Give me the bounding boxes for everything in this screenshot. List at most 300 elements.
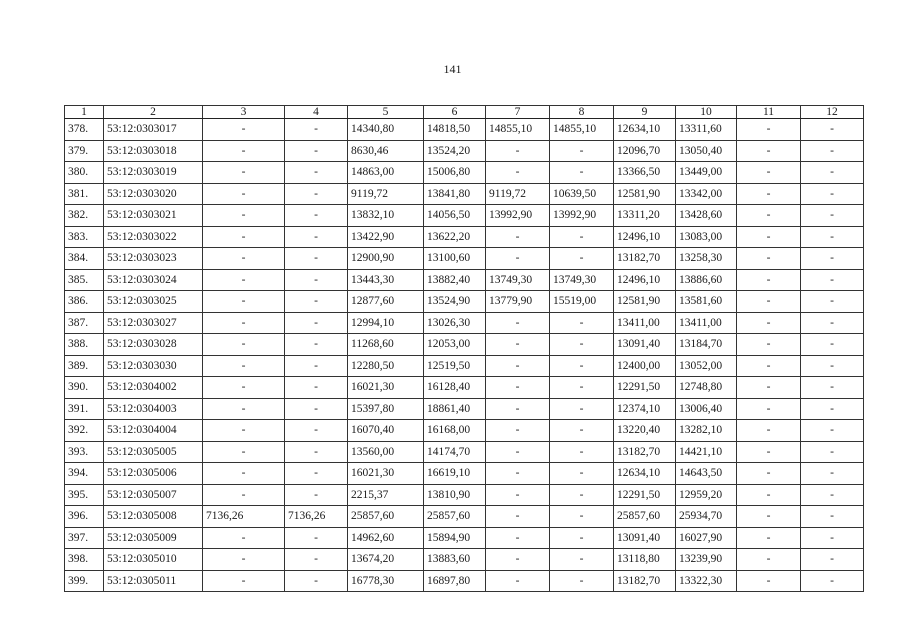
value-cell: -	[486, 484, 550, 506]
value-cell: -	[737, 312, 801, 334]
value-cell: -	[486, 355, 550, 377]
value-cell: -	[285, 334, 348, 356]
value-cell: -	[737, 140, 801, 162]
value-cell: 14056,50	[424, 205, 486, 227]
row-number-cell: 395.	[65, 484, 104, 506]
cadastral-number-cell: 53:12:0304004	[104, 420, 203, 442]
value-cell: -	[801, 291, 864, 313]
table-row	[65, 420, 864, 442]
cadastral-number-cell: 53:12:0303020	[104, 183, 203, 205]
value-cell: 13749,30	[550, 269, 614, 291]
value-cell: -	[550, 420, 614, 442]
value-cell: -	[801, 527, 864, 549]
value-cell: 13832,10	[348, 205, 424, 227]
value-cell: -	[203, 441, 285, 463]
value-cell: 13992,90	[486, 205, 550, 227]
value-cell: -	[203, 312, 285, 334]
value-cell: 8630,46	[348, 140, 424, 162]
table-row	[65, 527, 864, 549]
value-cell: -	[801, 441, 864, 463]
column-header-12: 12	[801, 106, 864, 119]
value-cell: 12581,90	[614, 291, 676, 313]
table-row	[65, 506, 864, 528]
value-cell: -	[737, 441, 801, 463]
cadastral-number-cell: 53:12:0304003	[104, 398, 203, 420]
table-row	[65, 441, 864, 463]
value-cell: -	[285, 441, 348, 463]
value-cell: -	[801, 484, 864, 506]
value-cell: 13883,60	[424, 549, 486, 571]
value-cell: 13311,20	[614, 205, 676, 227]
row-number-cell: 386.	[65, 291, 104, 313]
value-cell: 13118,80	[614, 549, 676, 571]
value-cell: -	[550, 355, 614, 377]
cadastral-number-cell: 53:12:0303027	[104, 312, 203, 334]
row-number-cell: 398.	[65, 549, 104, 571]
value-cell: -	[203, 570, 285, 592]
value-cell: 9119,72	[486, 183, 550, 205]
value-cell: 13006,40	[676, 398, 737, 420]
value-cell: -	[550, 377, 614, 399]
row-number-cell: 382.	[65, 205, 104, 227]
value-cell: -	[203, 162, 285, 184]
value-cell: 13449,00	[676, 162, 737, 184]
value-cell: -	[801, 549, 864, 571]
value-cell: -	[285, 312, 348, 334]
value-cell: 15894,90	[424, 527, 486, 549]
value-cell: -	[801, 355, 864, 377]
cadastral-number-cell: 53:12:0303023	[104, 248, 203, 270]
cadastral-number-cell: 53:12:0305009	[104, 527, 203, 549]
value-cell: -	[737, 162, 801, 184]
row-number-cell: 396.	[65, 506, 104, 528]
value-cell: -	[203, 269, 285, 291]
value-cell: -	[801, 183, 864, 205]
table-row	[65, 291, 864, 313]
value-cell: -	[550, 549, 614, 571]
value-cell: 16070,40	[348, 420, 424, 442]
value-cell: -	[550, 527, 614, 549]
table-row	[65, 226, 864, 248]
value-cell: -	[737, 205, 801, 227]
value-cell: -	[203, 398, 285, 420]
value-cell: -	[550, 398, 614, 420]
value-cell: -	[285, 183, 348, 205]
value-cell: -	[737, 119, 801, 141]
value-cell: -	[801, 119, 864, 141]
value-cell: -	[486, 226, 550, 248]
value-cell: 16128,40	[424, 377, 486, 399]
cadastral-number-cell: 53:12:0305007	[104, 484, 203, 506]
value-cell: -	[203, 549, 285, 571]
value-cell: 11268,60	[348, 334, 424, 356]
value-cell: 14855,10	[550, 119, 614, 141]
row-number-cell: 385.	[65, 269, 104, 291]
column-header-11: 11	[737, 106, 801, 119]
value-cell: -	[737, 226, 801, 248]
value-cell: 14174,70	[424, 441, 486, 463]
cadastral-number-cell: 53:12:0303030	[104, 355, 203, 377]
value-cell: 13841,80	[424, 183, 486, 205]
value-cell: 12291,50	[614, 377, 676, 399]
value-cell: -	[550, 312, 614, 334]
value-cell: -	[801, 312, 864, 334]
value-cell: -	[285, 226, 348, 248]
row-number-cell: 387.	[65, 312, 104, 334]
table-row	[65, 183, 864, 205]
table-row	[65, 570, 864, 592]
row-number-cell: 379.	[65, 140, 104, 162]
value-cell: -	[737, 570, 801, 592]
value-cell: 13581,60	[676, 291, 737, 313]
value-cell: -	[203, 420, 285, 442]
value-cell: 12877,60	[348, 291, 424, 313]
value-cell: 13322,30	[676, 570, 737, 592]
value-cell: 13220,40	[614, 420, 676, 442]
value-cell: 25857,60	[348, 506, 424, 528]
value-cell: 13411,00	[676, 312, 737, 334]
column-header-7: 7	[486, 106, 550, 119]
table-row	[65, 463, 864, 485]
value-cell: -	[285, 162, 348, 184]
value-cell: 13810,90	[424, 484, 486, 506]
cadastral-number-cell: 53:12:0304002	[104, 377, 203, 399]
value-cell: 12096,70	[614, 140, 676, 162]
value-cell: 16021,30	[348, 377, 424, 399]
value-cell: -	[801, 162, 864, 184]
value-cell: 16027,90	[676, 527, 737, 549]
value-cell: 15519,00	[550, 291, 614, 313]
value-cell: 12519,50	[424, 355, 486, 377]
value-cell: -	[550, 441, 614, 463]
value-cell: -	[203, 226, 285, 248]
value-cell: -	[550, 506, 614, 528]
value-cell: 13182,70	[614, 441, 676, 463]
value-cell: -	[737, 506, 801, 528]
value-cell: -	[203, 140, 285, 162]
value-cell: 9119,72	[348, 183, 424, 205]
cadastral-number-cell: 53:12:0303028	[104, 334, 203, 356]
value-cell: 13622,20	[424, 226, 486, 248]
value-cell: 10639,50	[550, 183, 614, 205]
value-cell: 13100,60	[424, 248, 486, 270]
value-cell: 12496,10	[614, 269, 676, 291]
cadastral-number-cell: 53:12:0303022	[104, 226, 203, 248]
value-cell: -	[737, 377, 801, 399]
value-cell: -	[486, 420, 550, 442]
table-row	[65, 334, 864, 356]
row-number-cell: 389.	[65, 355, 104, 377]
value-cell: -	[203, 119, 285, 141]
table-row	[65, 269, 864, 291]
value-cell: -	[285, 398, 348, 420]
value-cell: 13239,90	[676, 549, 737, 571]
value-cell: 15397,80	[348, 398, 424, 420]
value-cell: 16778,30	[348, 570, 424, 592]
value-cell: 13428,60	[676, 205, 737, 227]
value-cell: 13524,20	[424, 140, 486, 162]
value-cell: -	[550, 248, 614, 270]
cadastral-number-cell: 53:12:0303021	[104, 205, 203, 227]
value-cell: -	[486, 441, 550, 463]
value-cell: 12280,50	[348, 355, 424, 377]
value-cell: -	[801, 226, 864, 248]
value-cell: 13443,30	[348, 269, 424, 291]
value-cell: -	[486, 463, 550, 485]
value-cell: 13052,00	[676, 355, 737, 377]
value-cell: -	[203, 527, 285, 549]
cadastral-number-cell: 53:12:0303025	[104, 291, 203, 313]
header-row	[65, 106, 864, 119]
column-header-10: 10	[676, 106, 737, 119]
value-cell: 14643,50	[676, 463, 737, 485]
cadastral-number-cell: 53:12:0305006	[104, 463, 203, 485]
column-header-4: 4	[285, 106, 348, 119]
value-cell: -	[486, 377, 550, 399]
value-cell: 18861,40	[424, 398, 486, 420]
value-cell: 25857,60	[424, 506, 486, 528]
value-cell: 13366,50	[614, 162, 676, 184]
page-number: 141	[443, 62, 462, 76]
row-number-cell: 399.	[65, 570, 104, 592]
value-cell: -	[285, 248, 348, 270]
value-cell: -	[737, 269, 801, 291]
value-cell: -	[737, 248, 801, 270]
table-body	[65, 119, 864, 592]
value-cell: 12748,80	[676, 377, 737, 399]
value-cell: 7136,26	[203, 506, 285, 528]
value-cell: -	[285, 355, 348, 377]
table-row	[65, 484, 864, 506]
value-cell: -	[203, 291, 285, 313]
value-cell: -	[737, 420, 801, 442]
row-number-cell: 380.	[65, 162, 104, 184]
value-cell: -	[285, 527, 348, 549]
value-cell: 14863,00	[348, 162, 424, 184]
value-cell: -	[737, 334, 801, 356]
value-cell: -	[737, 549, 801, 571]
value-cell: 12900,90	[348, 248, 424, 270]
value-cell: -	[550, 334, 614, 356]
value-cell: -	[801, 398, 864, 420]
value-cell: -	[486, 162, 550, 184]
value-cell: 13182,70	[614, 248, 676, 270]
value-cell: -	[285, 570, 348, 592]
cadastral-number-cell: 53:12:0305005	[104, 441, 203, 463]
value-cell: -	[285, 119, 348, 141]
table-row	[65, 312, 864, 334]
value-cell: 13091,40	[614, 334, 676, 356]
value-cell: -	[486, 248, 550, 270]
table-row	[65, 140, 864, 162]
value-cell: 12400,00	[614, 355, 676, 377]
value-cell: 25934,70	[676, 506, 737, 528]
value-cell: -	[203, 377, 285, 399]
value-cell: 12496,10	[614, 226, 676, 248]
value-cell: 16168,00	[424, 420, 486, 442]
table-row	[65, 355, 864, 377]
cadastral-number-cell: 53:12:0305010	[104, 549, 203, 571]
value-cell: -	[550, 226, 614, 248]
cadastral-number-cell: 53:12:0303018	[104, 140, 203, 162]
column-header-1: 1	[65, 106, 104, 119]
value-cell: -	[285, 549, 348, 571]
value-cell: -	[486, 549, 550, 571]
value-cell: -	[203, 355, 285, 377]
value-cell: -	[285, 291, 348, 313]
value-cell: -	[550, 484, 614, 506]
value-cell: -	[203, 205, 285, 227]
value-cell: 12581,90	[614, 183, 676, 205]
value-cell: -	[737, 183, 801, 205]
value-cell: -	[285, 484, 348, 506]
value-cell: -	[801, 463, 864, 485]
value-cell: -	[285, 463, 348, 485]
value-cell: 12634,10	[614, 463, 676, 485]
value-cell: 16021,30	[348, 463, 424, 485]
cadastral-number-cell: 53:12:0303024	[104, 269, 203, 291]
value-cell: 13992,90	[550, 205, 614, 227]
value-cell: 12959,20	[676, 484, 737, 506]
value-cell: -	[486, 140, 550, 162]
cadastral-number-cell: 53:12:0305011	[104, 570, 203, 592]
value-cell: -	[285, 140, 348, 162]
column-header-9: 9	[614, 106, 676, 119]
value-cell: -	[203, 484, 285, 506]
value-cell: 13779,90	[486, 291, 550, 313]
row-number-cell: 393.	[65, 441, 104, 463]
table-row	[65, 119, 864, 141]
value-cell: -	[486, 334, 550, 356]
value-cell: -	[285, 377, 348, 399]
column-header-6: 6	[424, 106, 486, 119]
table-row	[65, 549, 864, 571]
value-cell: 13311,60	[676, 119, 737, 141]
value-cell: 12053,00	[424, 334, 486, 356]
value-cell: -	[801, 205, 864, 227]
value-cell: 13886,60	[676, 269, 737, 291]
value-cell: 13422,90	[348, 226, 424, 248]
value-cell: -	[550, 463, 614, 485]
value-cell: 7136,26	[285, 506, 348, 528]
value-cell: -	[801, 248, 864, 270]
table-row	[65, 162, 864, 184]
value-cell: -	[203, 334, 285, 356]
value-cell: -	[801, 269, 864, 291]
value-cell: 13026,30	[424, 312, 486, 334]
column-header-2: 2	[104, 106, 203, 119]
value-cell: 14855,10	[486, 119, 550, 141]
row-number-cell: 384.	[65, 248, 104, 270]
value-cell: 13674,20	[348, 549, 424, 571]
value-cell: -	[486, 527, 550, 549]
value-cell: 13524,90	[424, 291, 486, 313]
table-row	[65, 398, 864, 420]
column-header-5: 5	[348, 106, 424, 119]
value-cell: -	[550, 570, 614, 592]
row-number-cell: 394.	[65, 463, 104, 485]
value-cell: 13182,70	[614, 570, 676, 592]
value-cell: 13050,40	[676, 140, 737, 162]
value-cell: -	[203, 463, 285, 485]
value-cell: 16619,10	[424, 463, 486, 485]
table-row	[65, 205, 864, 227]
value-cell: -	[486, 312, 550, 334]
value-cell: -	[550, 162, 614, 184]
value-cell: 13882,40	[424, 269, 486, 291]
data-table	[64, 105, 864, 592]
value-cell: 13411,00	[614, 312, 676, 334]
row-number-cell: 390.	[65, 377, 104, 399]
table-row	[65, 248, 864, 270]
row-number-cell: 378.	[65, 119, 104, 141]
row-number-cell: 397.	[65, 527, 104, 549]
value-cell: -	[285, 269, 348, 291]
value-cell: -	[801, 377, 864, 399]
value-cell: -	[801, 140, 864, 162]
value-cell: 14818,50	[424, 119, 486, 141]
value-cell: -	[801, 506, 864, 528]
value-cell: -	[737, 355, 801, 377]
value-cell: 13560,00	[348, 441, 424, 463]
value-cell: -	[486, 506, 550, 528]
column-header-3: 3	[203, 106, 285, 119]
value-cell: 13749,30	[486, 269, 550, 291]
row-number-cell: 383.	[65, 226, 104, 248]
value-cell: -	[737, 291, 801, 313]
value-cell: 13258,30	[676, 248, 737, 270]
value-cell: -	[801, 570, 864, 592]
value-cell: -	[285, 420, 348, 442]
value-cell: -	[285, 205, 348, 227]
value-cell: 12634,10	[614, 119, 676, 141]
value-cell: 13342,00	[676, 183, 737, 205]
value-cell: 25857,60	[614, 506, 676, 528]
cadastral-number-cell: 53:12:0303017	[104, 119, 203, 141]
value-cell: -	[203, 248, 285, 270]
value-cell: 15006,80	[424, 162, 486, 184]
value-cell: 13282,10	[676, 420, 737, 442]
cadastral-number-cell: 53:12:0305008	[104, 506, 203, 528]
table-header	[65, 106, 864, 119]
value-cell: 16897,80	[424, 570, 486, 592]
value-cell: -	[737, 463, 801, 485]
row-number-cell: 392.	[65, 420, 104, 442]
row-number-cell: 381.	[65, 183, 104, 205]
value-cell: -	[486, 398, 550, 420]
value-cell: 12374,10	[614, 398, 676, 420]
value-cell: -	[486, 570, 550, 592]
value-cell: -	[203, 183, 285, 205]
value-cell: 12291,50	[614, 484, 676, 506]
value-cell: 13083,00	[676, 226, 737, 248]
value-cell: -	[737, 398, 801, 420]
table-row	[65, 377, 864, 399]
value-cell: -	[550, 140, 614, 162]
cadastral-number-cell: 53:12:0303019	[104, 162, 203, 184]
value-cell: -	[801, 334, 864, 356]
value-cell: 13091,40	[614, 527, 676, 549]
value-cell: 14421,10	[676, 441, 737, 463]
value-cell: -	[801, 420, 864, 442]
value-cell: -	[737, 527, 801, 549]
value-cell: -	[737, 484, 801, 506]
value-cell: 14962,60	[348, 527, 424, 549]
value-cell: 12994,10	[348, 312, 424, 334]
value-cell: 14340,80	[348, 119, 424, 141]
column-header-8: 8	[550, 106, 614, 119]
row-number-cell: 391.	[65, 398, 104, 420]
